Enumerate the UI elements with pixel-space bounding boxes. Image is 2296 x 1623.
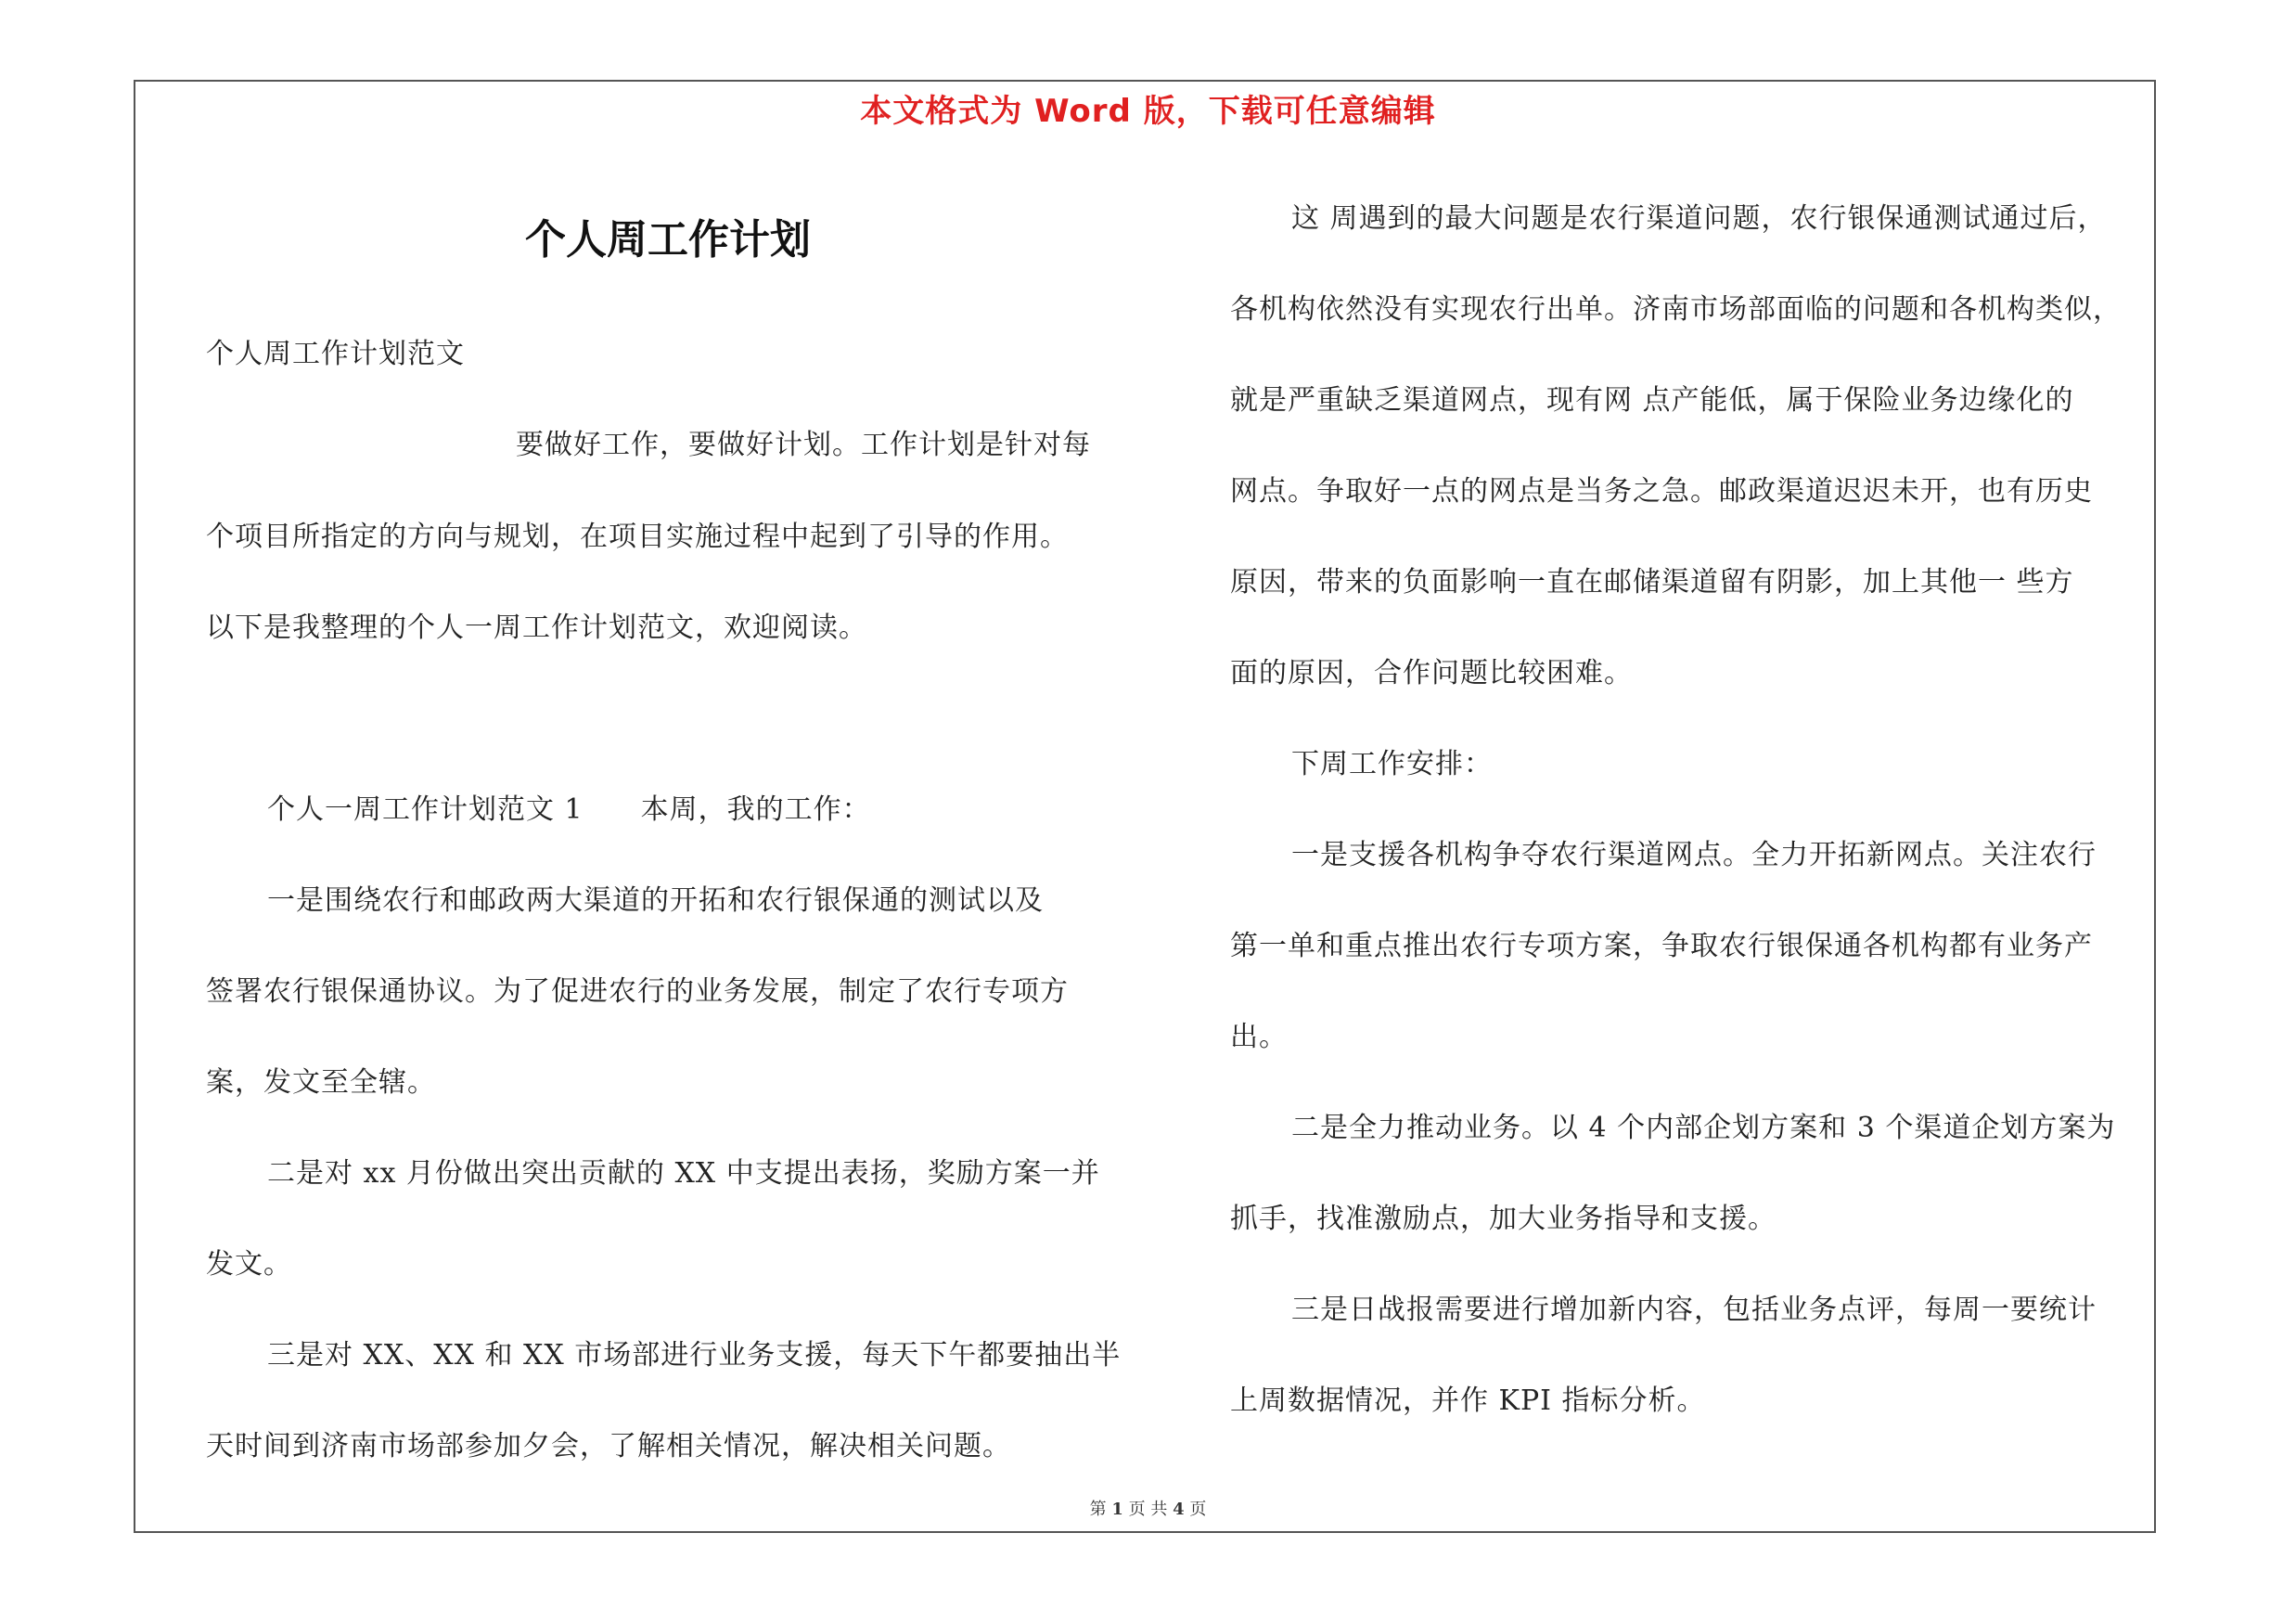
left-line: 三是对 XX、XX 和 XX 市场部进行业务支援，每天下午都要抽出半	[267, 1339, 1122, 1372]
right-line: 第一单和重点推出农行专项方案，争取农行银保通各机构都有业务产	[1230, 930, 2093, 962]
left-line: 二是对 xx 月份做出突出贡献的 XX 中支提出表扬，奖励方案一并	[267, 1157, 1100, 1190]
footer-total-pages: 4	[1173, 1500, 1185, 1519]
left-line: 一是围绕农行和邮政两大渠道的开拓和农行银保通的测试以及	[267, 884, 1044, 917]
document-title: 个人周工作计划	[525, 216, 811, 264]
left-line: 个人一周工作计划范文 1 本周，我的工作：	[267, 793, 871, 826]
right-line: 上周数据情况，并作 KPI 指标分析。	[1230, 1385, 1706, 1417]
right-line: 二是全力推动业务。以 4 个内部企划方案和 3 个渠道企划方案为	[1291, 1112, 2116, 1144]
right-line: 这 周遇到的最大问题是农行渠道问题，农行银保通测试通过后，	[1291, 202, 2107, 235]
left-line: 个人周工作计划范文	[206, 338, 465, 370]
right-line: 原因，带来的负面影响一直在邮储渠道留有阴影，加上其他一 些方	[1230, 566, 2074, 599]
footer-page-number: 1	[1111, 1500, 1123, 1519]
right-line: 抓手，找准激励点，加大业务指导和支援。	[1230, 1203, 1777, 1235]
left-line: 个项目所指定的方向与规划，在项目实施过程中起到了引导的作用。	[206, 521, 1069, 553]
right-line: 就是严重缺乏渠道网点，现有网 点产能低，属于保险业务边缘化的	[1230, 384, 2074, 417]
left-line: 签署农行银保通协议。为了促进农行的业务发展，制定了农行专项方	[206, 975, 1069, 1008]
left-line: 要做好工作，要做好计划。工作计划是针对每	[516, 429, 1091, 461]
right-line: 面的原因，合作问题比较困难。	[1230, 657, 1633, 689]
footer-suffix: 页	[1189, 1500, 1207, 1519]
left-line: 发文。	[206, 1248, 292, 1281]
left-line: 案，发文至全辖。	[206, 1066, 436, 1099]
footer-prefix: 第	[1089, 1500, 1107, 1519]
footer-middle: 页 共	[1128, 1500, 1168, 1519]
right-line: 三是日战报需要进行增加新内容，包括业务点评，每周一要统计	[1291, 1294, 2097, 1326]
right-line: 网点。争取好一点的网点是当务之急。邮政渠道迟迟未开，也有历史	[1230, 475, 2093, 508]
right-line: 一是支援各机构争夺农行渠道网点。全力开拓新网点。关注农行	[1291, 839, 2097, 871]
left-line: 天时间到济南市场部参加夕会，了解相关情况，解决相关问题。	[206, 1430, 1011, 1462]
right-line: 出。	[1230, 1021, 1288, 1053]
format-banner: 本文格式为 Word 版，下载可任意编辑	[860, 93, 1436, 130]
page-footer	[0, 1496, 2296, 1520]
right-line: 下周工作安排：	[1291, 748, 1493, 780]
left-line: 以下是我整理的个人一周工作计划范文，欢迎阅读。	[206, 612, 867, 644]
right-line: 各机构依然没有实现农行出单。济南市场部面临的问题和各机构类似，	[1230, 293, 2122, 326]
